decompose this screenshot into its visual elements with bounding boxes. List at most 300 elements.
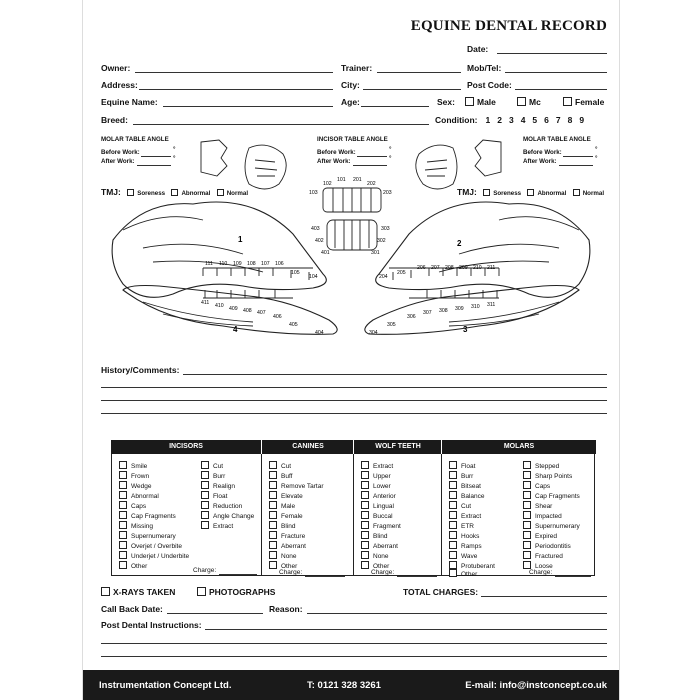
checkbox[interactable] xyxy=(201,511,209,519)
checklist-item[interactable] xyxy=(119,481,151,491)
checklist-item-label: Burr xyxy=(461,473,474,480)
degree-mark: ° xyxy=(389,146,392,153)
checklist-item[interactable] xyxy=(361,551,389,561)
checklist-item[interactable] xyxy=(119,491,159,501)
sex-option-label: Mc xyxy=(529,97,541,107)
sex-option-label: Female xyxy=(575,97,605,107)
checklist-item-label: Extract xyxy=(373,463,394,470)
checklist-item-label: Aberrant xyxy=(373,543,398,550)
quadrant-label: 1 xyxy=(238,235,243,244)
checklist-item[interactable] xyxy=(119,521,153,531)
checkbox[interactable] xyxy=(201,481,209,489)
checkbox[interactable] xyxy=(361,561,369,569)
checklist-item-label: Supernumerary xyxy=(535,523,580,530)
address-field[interactable] xyxy=(139,89,333,90)
checkbox[interactable] xyxy=(101,587,110,596)
checklist-item[interactable] xyxy=(449,461,475,471)
checklist-item[interactable] xyxy=(523,471,572,481)
tmj-label: TMJ: xyxy=(101,187,121,197)
quadrant-label: 3 xyxy=(463,325,468,334)
checkbox[interactable] xyxy=(269,531,277,539)
tooth-number: 304 xyxy=(369,330,378,336)
tooth-number: 104 xyxy=(309,274,318,280)
checkbox[interactable] xyxy=(269,541,277,549)
checklist-item[interactable] xyxy=(523,511,562,521)
checklist-item[interactable] xyxy=(269,471,292,481)
tooth-number: 105 xyxy=(291,270,300,276)
post-dental-line[interactable] xyxy=(205,629,607,630)
checklist-item-label: Male xyxy=(281,503,296,510)
checklist-item[interactable] xyxy=(269,501,295,511)
age-label: Age: xyxy=(341,97,360,107)
quadrant-label: 4 xyxy=(233,325,238,334)
reason-label: Reason: xyxy=(269,604,303,614)
checkbox[interactable] xyxy=(269,551,277,559)
tmj-option-label: Abnormal xyxy=(181,190,211,197)
history-line[interactable] xyxy=(101,400,607,401)
checklist-item[interactable] xyxy=(269,551,297,561)
checklist-item[interactable] xyxy=(449,521,474,531)
checkbox[interactable] xyxy=(269,511,277,519)
checklist-item[interactable] xyxy=(361,481,391,491)
checkbox[interactable] xyxy=(201,491,209,499)
checklist-item-label: Cap Fragments xyxy=(131,513,176,520)
tooth-number: 403 xyxy=(311,226,320,232)
checklist-item[interactable] xyxy=(361,511,393,521)
condition-value[interactable]: 5 xyxy=(532,115,538,125)
trainer-field[interactable] xyxy=(377,72,461,73)
checklist-item[interactable] xyxy=(119,471,149,481)
checklist-item[interactable] xyxy=(449,501,471,511)
condition-value[interactable]: 4 xyxy=(520,115,526,125)
checkbox[interactable] xyxy=(201,521,209,529)
sex-option-male[interactable] xyxy=(465,97,496,107)
checklist-item-label: Aberrant xyxy=(281,543,306,550)
molar-angle-right-title: MOLAR TABLE ANGLE xyxy=(523,136,591,143)
checklist-item[interactable] xyxy=(523,491,580,501)
checklist-item-label: Extract xyxy=(213,523,234,530)
dental-record-sheet xyxy=(82,0,620,700)
checkbox[interactable] xyxy=(523,551,531,559)
degree-mark: ° xyxy=(389,155,392,162)
checkbox[interactable] xyxy=(523,461,531,469)
checklist-item[interactable] xyxy=(449,541,482,551)
left-upper-jaw-drawing xyxy=(112,202,326,297)
checkbox[interactable] xyxy=(465,97,474,106)
checklist-item-label: Angle Change xyxy=(213,513,255,520)
checkbox[interactable] xyxy=(523,531,531,539)
checklist-item-label: Caps xyxy=(131,503,147,510)
checkbox[interactable] xyxy=(449,561,457,569)
checkbox[interactable] xyxy=(201,471,209,479)
checkbox[interactable] xyxy=(523,491,531,499)
tooth-number: 406 xyxy=(273,314,282,320)
checklist-item[interactable] xyxy=(523,461,559,471)
checklist-item[interactable] xyxy=(119,531,176,541)
checklist-item-label: Float xyxy=(461,463,476,470)
equine-name-field[interactable] xyxy=(163,106,333,107)
breed-field[interactable] xyxy=(133,124,429,125)
checklist-item[interactable] xyxy=(201,501,242,511)
checkbox[interactable] xyxy=(523,471,531,479)
checkbox[interactable] xyxy=(269,491,277,499)
checklist-item[interactable] xyxy=(119,561,147,571)
checklist-item[interactable] xyxy=(361,501,394,511)
checklist-item[interactable] xyxy=(119,551,189,561)
checklist-item[interactable] xyxy=(201,481,235,491)
incisor-angle-title: INCISOR TABLE ANGLE xyxy=(317,136,388,143)
checkbox[interactable] xyxy=(361,491,369,499)
dental-chart-diagram xyxy=(83,130,619,355)
page-title: EQUINE DENTAL RECORD xyxy=(410,18,607,34)
quadrant-label: 2 xyxy=(457,239,462,248)
molar-arcade-sketch-right xyxy=(416,145,457,189)
checkbox[interactable] xyxy=(269,471,277,479)
checklist-item-label: Cut xyxy=(461,503,472,510)
call-back-field[interactable] xyxy=(167,613,263,614)
checklist-item-label: Upper xyxy=(373,473,391,480)
checkbox[interactable] xyxy=(119,561,127,569)
checkbox[interactable] xyxy=(197,587,206,596)
condition-value[interactable]: 1 xyxy=(485,115,491,125)
checklist-item[interactable] xyxy=(201,491,227,501)
checkbox[interactable] xyxy=(119,501,127,509)
checkbox[interactable] xyxy=(361,501,369,509)
checklist-item-label: Elevate xyxy=(281,493,303,500)
post-dental-line[interactable] xyxy=(101,656,607,657)
checkbox[interactable] xyxy=(361,541,369,549)
checkbox[interactable] xyxy=(201,461,209,469)
checklist-item-label: Hooks xyxy=(461,533,480,540)
checklist-item-label: Fractured xyxy=(535,553,563,560)
checklist-item[interactable] xyxy=(523,521,580,531)
tooth-number: 209 xyxy=(459,265,468,271)
post-code-label: Post Code: xyxy=(467,80,512,90)
date-field[interactable] xyxy=(497,53,607,54)
checkbox[interactable] xyxy=(361,471,369,479)
checkbox[interactable] xyxy=(449,491,457,499)
checklist-item[interactable] xyxy=(201,511,254,521)
molar-arcade-sketch-right xyxy=(475,140,501,176)
condition-value[interactable]: 2 xyxy=(497,115,502,125)
checkbox[interactable] xyxy=(201,501,209,509)
checklist-item[interactable] xyxy=(201,461,223,471)
tmj-option-label: Soreness xyxy=(493,190,522,197)
checklist-item[interactable] xyxy=(361,541,398,551)
checklist-item-label: Blind xyxy=(281,523,296,530)
tooth-number: 301 xyxy=(371,250,380,256)
checkbox[interactable] xyxy=(449,481,457,489)
checkbox[interactable] xyxy=(119,551,127,559)
reason-field[interactable] xyxy=(307,613,607,614)
checklist-item[interactable] xyxy=(449,491,485,501)
history-label: History/Comments: xyxy=(101,365,180,375)
tooth-number: 311 xyxy=(487,302,496,308)
checklist-item-label: Other xyxy=(373,563,390,570)
checkbox[interactable] xyxy=(449,569,457,577)
checklist-item-label: Fracture xyxy=(281,533,306,540)
checklist-item-label: Smile xyxy=(131,463,148,470)
equine-name-label: Equine Name: xyxy=(101,97,158,107)
sex-option-female[interactable] xyxy=(563,97,604,107)
tooth-number: 307 xyxy=(423,310,432,316)
checklist-item[interactable] xyxy=(449,551,477,561)
city-label: City: xyxy=(341,80,360,90)
tooth-number: 103 xyxy=(309,190,318,196)
trainer-label: Trainer: xyxy=(341,63,373,73)
call-back-label: Call Back Date: xyxy=(101,604,163,614)
checklist-item[interactable] xyxy=(523,531,557,541)
checklist-item[interactable] xyxy=(119,461,147,471)
checklist-item[interactable] xyxy=(449,471,473,481)
tooth-number: 202 xyxy=(367,181,376,187)
checklist-item[interactable] xyxy=(361,471,391,481)
checkbox[interactable] xyxy=(361,551,369,559)
checklist-item-label: Bitseat xyxy=(461,483,481,490)
checklist-item-label: Burr xyxy=(213,473,226,480)
checklist-item[interactable] xyxy=(269,461,291,471)
checkbox[interactable] xyxy=(449,471,457,479)
checklist-item[interactable] xyxy=(201,471,225,481)
sex-label: Sex: xyxy=(437,97,455,107)
checkbox[interactable] xyxy=(269,481,277,489)
charge-label: Charge: xyxy=(371,569,395,576)
degree-mark: ° xyxy=(595,155,598,162)
condition-value[interactable]: 7 xyxy=(555,115,561,125)
tooth-number: 206 xyxy=(417,265,426,271)
tooth-number: 309 xyxy=(455,306,464,312)
condition-value[interactable]: 6 xyxy=(544,115,549,125)
checkbox[interactable] xyxy=(523,541,531,549)
history-line[interactable] xyxy=(101,387,607,388)
post-code-field[interactable] xyxy=(515,89,607,90)
after-work-label: After Work: xyxy=(523,158,557,165)
xrays-option[interactable] xyxy=(101,587,175,597)
checklist-item-label: Impacted xyxy=(535,513,562,520)
checklist-item-label: Buccal xyxy=(373,513,393,520)
degree-mark: ° xyxy=(595,146,598,153)
checkbox[interactable] xyxy=(523,561,531,569)
checkbox[interactable] xyxy=(119,471,127,479)
checklist-item-label: Wave xyxy=(461,553,478,560)
city-field[interactable] xyxy=(363,89,461,90)
after-work-label: After Work: xyxy=(317,158,351,165)
checklist-item[interactable] xyxy=(269,511,303,521)
checklist-item[interactable] xyxy=(269,491,303,501)
sex-option-label: Male xyxy=(477,97,496,107)
tooth-number: 302 xyxy=(377,238,386,244)
mob-tel-label: Mob/Tel: xyxy=(467,63,502,73)
checklist-item-label: Anterior xyxy=(373,493,396,500)
checkbox[interactable] xyxy=(119,461,127,469)
checkbox[interactable] xyxy=(269,521,277,529)
tooth-number: 106 xyxy=(275,261,284,267)
charge-field[interactable] xyxy=(219,574,257,575)
checkbox[interactable] xyxy=(523,521,531,529)
tooth-number: 410 xyxy=(215,303,224,309)
checkbox[interactable] xyxy=(449,461,457,469)
tooth-number: 205 xyxy=(397,270,406,276)
charge-label: Charge: xyxy=(279,569,303,576)
condition-value[interactable]: 3 xyxy=(508,115,514,125)
tooth-number: 405 xyxy=(289,322,298,328)
checklist-item-label: Fragment xyxy=(373,523,401,530)
checklist-item[interactable] xyxy=(449,569,477,579)
owner-label: Owner: xyxy=(101,63,131,73)
checklist-item-label: Ramps xyxy=(461,543,482,550)
checklist-item-label: Other xyxy=(281,563,298,570)
tooth-number: 310 xyxy=(471,304,480,310)
tooth-number: 109 xyxy=(233,261,242,267)
checkbox[interactable] xyxy=(269,501,277,509)
checklist-item-label: Stepped xyxy=(535,463,560,470)
mob-tel-field[interactable] xyxy=(505,72,607,73)
photographs-label: PHOTOGRAPHS xyxy=(209,587,276,597)
checkbox[interactable] xyxy=(361,531,369,539)
checklist-item[interactable] xyxy=(523,481,550,491)
checklist-item-label: Reduction xyxy=(213,503,243,510)
age-field[interactable] xyxy=(361,106,429,107)
checklist-item-label: Protuberant xyxy=(461,563,495,570)
history-line[interactable] xyxy=(183,374,607,375)
checkbox[interactable] xyxy=(119,531,127,539)
tooth-number: 204 xyxy=(379,274,388,280)
owner-field[interactable] xyxy=(135,72,333,73)
wolf-teeth-header: WOLF TEETH xyxy=(353,440,442,454)
checklist-item[interactable] xyxy=(269,531,305,541)
checklist-item-label: Cut xyxy=(213,463,224,470)
checklist-item-label: Extract xyxy=(461,513,482,520)
checklist-item-label: Female xyxy=(281,513,303,520)
xrays-label: X-RAYS TAKEN xyxy=(113,587,176,597)
sex-option-mc[interactable] xyxy=(517,97,541,107)
checklist-item-label: Shear xyxy=(535,503,553,510)
checklist-item-label: Expired xyxy=(535,533,558,540)
checklist-item[interactable] xyxy=(269,541,306,551)
tooth-number: 107 xyxy=(261,261,270,267)
checklist-item-label: Remove Tartar xyxy=(281,483,324,490)
checklist-item[interactable] xyxy=(449,481,481,491)
tooth-number: 201 xyxy=(353,177,362,183)
checklist-item-label: Missing xyxy=(131,523,154,530)
post-dental-line[interactable] xyxy=(101,643,607,644)
checkbox[interactable] xyxy=(449,551,457,559)
checkbox[interactable] xyxy=(269,461,277,469)
tooth-number: 110 xyxy=(219,261,228,267)
breed-label: Breed: xyxy=(101,115,128,125)
checklist-item[interactable] xyxy=(361,461,393,471)
checkbox[interactable] xyxy=(119,491,127,499)
checkbox[interactable] xyxy=(523,481,531,489)
checklist-item[interactable] xyxy=(361,531,387,541)
checklist-item[interactable] xyxy=(449,531,479,541)
tooth-number: 210 xyxy=(473,265,482,271)
checkbox[interactable] xyxy=(361,461,369,469)
checkbox[interactable] xyxy=(269,561,277,569)
checkbox[interactable] xyxy=(119,511,127,519)
tooth-number: 401 xyxy=(321,250,330,256)
checkbox[interactable] xyxy=(523,511,531,519)
checklist-item[interactable] xyxy=(361,491,396,501)
tooth-number: 409 xyxy=(229,306,238,312)
checklist-item-label: Buff xyxy=(281,473,293,480)
tooth-number: 305 xyxy=(387,322,396,328)
checkbox[interactable] xyxy=(449,511,457,519)
checklist-item[interactable] xyxy=(119,501,146,511)
checkbox[interactable] xyxy=(361,521,369,529)
checklist-item[interactable] xyxy=(523,551,563,561)
checkbox[interactable] xyxy=(119,481,127,489)
checklist-item[interactable] xyxy=(523,541,571,551)
checkbox[interactable] xyxy=(449,501,457,509)
checkbox[interactable] xyxy=(119,541,127,549)
tooth-number: 101 xyxy=(337,177,346,183)
company-telephone: T: 0121 328 3261 xyxy=(307,680,381,691)
tooth-number: 203 xyxy=(383,190,392,196)
charge-label: Charge: xyxy=(193,567,217,574)
condition-value[interactable]: 8 xyxy=(567,115,573,125)
tooth-number: 211 xyxy=(487,265,496,271)
checklist-item-label: Sharp Points xyxy=(535,473,573,480)
checkbox[interactable] xyxy=(361,481,369,489)
right-upper-jaw-drawing xyxy=(376,202,590,297)
tooth-number: 303 xyxy=(381,226,390,232)
checklist-item-label: Float xyxy=(213,493,228,500)
tooth-number: 408 xyxy=(243,308,252,314)
total-charges-label: TOTAL CHARGES: xyxy=(403,587,479,597)
checklist-item[interactable] xyxy=(361,521,401,531)
charge-field[interactable] xyxy=(555,576,591,577)
checkbox[interactable] xyxy=(119,521,127,529)
history-line[interactable] xyxy=(101,413,607,414)
checkbox[interactable] xyxy=(563,97,572,106)
post-dental-label: Post Dental Instructions: xyxy=(101,620,202,630)
checklist-item[interactable] xyxy=(449,511,481,521)
photographs-option[interactable] xyxy=(197,587,275,597)
tooth-number: 407 xyxy=(257,310,266,316)
company-name: Instrumentation Concept Ltd. xyxy=(99,680,232,691)
charge-field[interactable] xyxy=(397,576,437,577)
molars-header: MOLARS xyxy=(441,440,596,454)
checklist-item-label: ETR xyxy=(461,523,474,530)
checklist-item[interactable] xyxy=(269,521,295,531)
molar-arcade-sketch-left xyxy=(245,145,286,189)
checklist-item-label: Wedge xyxy=(131,483,152,490)
checklist-item[interactable] xyxy=(523,501,552,511)
checklist-item[interactable] xyxy=(119,541,182,551)
checkbox[interactable] xyxy=(517,97,526,106)
checkbox[interactable] xyxy=(449,521,457,529)
before-work-label: Before Work: xyxy=(101,149,140,156)
checkbox[interactable] xyxy=(361,511,369,519)
company-email: E-mail: info@instconcept.co.uk xyxy=(465,680,607,691)
checklist-item[interactable] xyxy=(119,511,176,521)
charge-field[interactable] xyxy=(305,576,345,577)
total-charges-field[interactable] xyxy=(481,596,607,597)
before-work-label: Before Work: xyxy=(523,149,562,156)
checklist-item-label: Balance xyxy=(461,493,485,500)
condition-value[interactable]: 9 xyxy=(579,115,585,125)
checklist-item-label: Frown xyxy=(131,473,150,480)
tooth-number: 306 xyxy=(407,314,416,320)
checkbox[interactable] xyxy=(449,531,457,539)
checklist-item[interactable] xyxy=(201,521,233,531)
checklist-item-label: Periodontitis xyxy=(535,543,571,550)
checkbox[interactable] xyxy=(449,541,457,549)
checklist-item[interactable] xyxy=(269,481,324,491)
checklist-item-label: Other xyxy=(461,571,478,578)
checkbox[interactable] xyxy=(523,501,531,509)
